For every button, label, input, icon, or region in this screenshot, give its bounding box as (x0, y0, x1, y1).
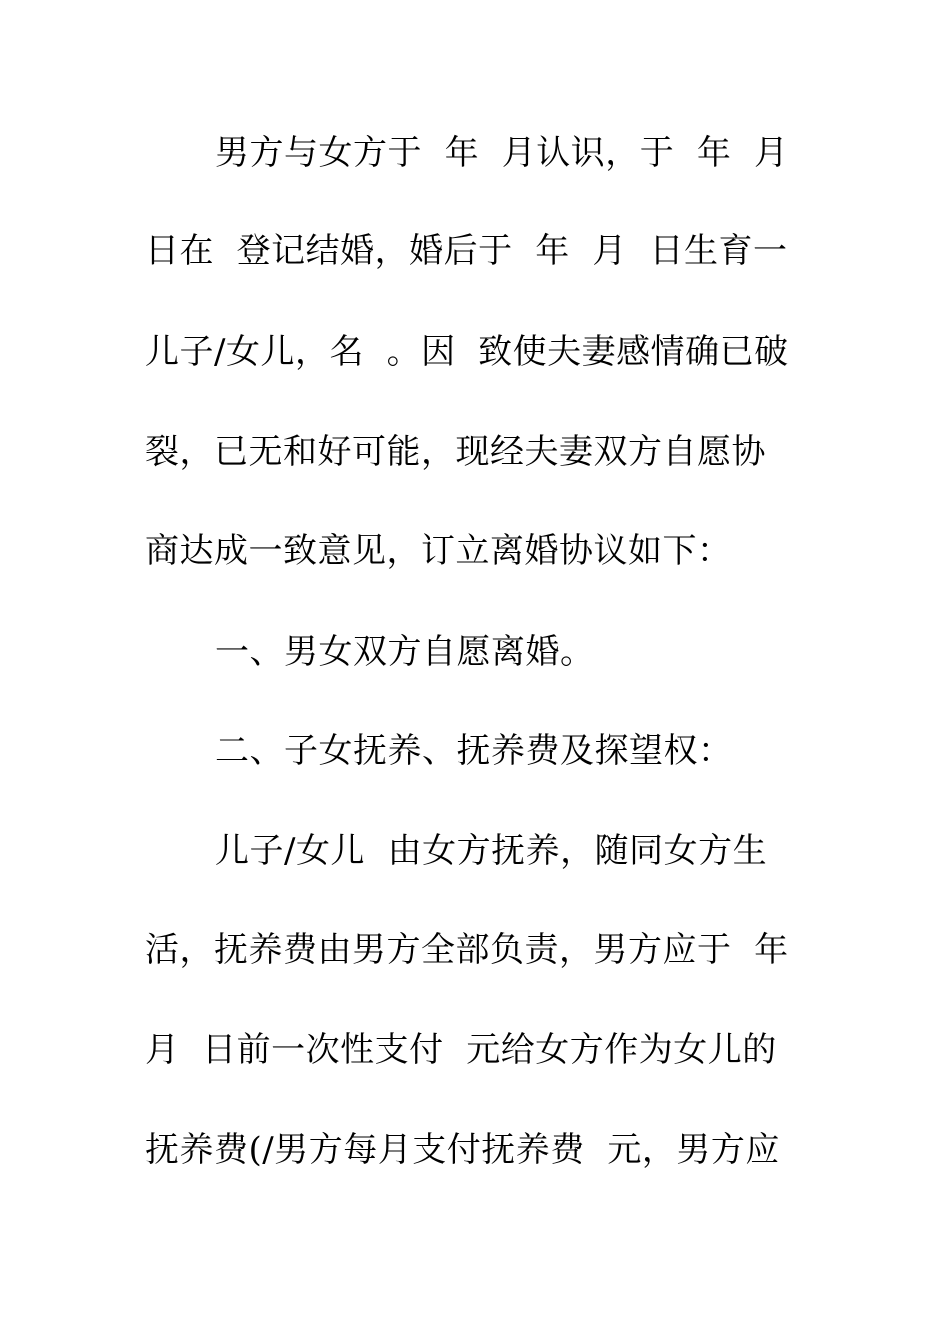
clause-heading-1: 一、男女双方自愿离婚。 (215, 632, 595, 672)
paragraph-line-3: 儿子/女儿，名 。因 致使夫妻感情确已破 (145, 332, 789, 372)
paragraph-line-2: 日在 登记结婚，婚后于 年 月 日生育一 (145, 231, 788, 271)
paragraph-line-4: 裂，已无和好可能，现经夫妻双方自愿协 (145, 432, 766, 472)
paragraph-line-8: 月 日前一次性支付 元给女方作为女儿的 (145, 1030, 777, 1070)
paragraph-line-7: 活，抚养费由男方全部负责，男方应于 年 (145, 930, 789, 970)
paragraph-line-1: 男方与女方于 年 月认识，于 年 月 (215, 133, 789, 173)
paragraph-line-9: 抚养费(/男方每月支付抚养费 元，男方应 (145, 1130, 780, 1170)
paragraph-line-5: 商达成一致意见，订立离婚协议如下： (145, 531, 732, 571)
clause-heading-2: 二、子女抚养、抚养费及探望权： (215, 731, 733, 771)
paragraph-line-6: 儿子/女儿 由女方抚养，随同女方生 (215, 831, 768, 871)
